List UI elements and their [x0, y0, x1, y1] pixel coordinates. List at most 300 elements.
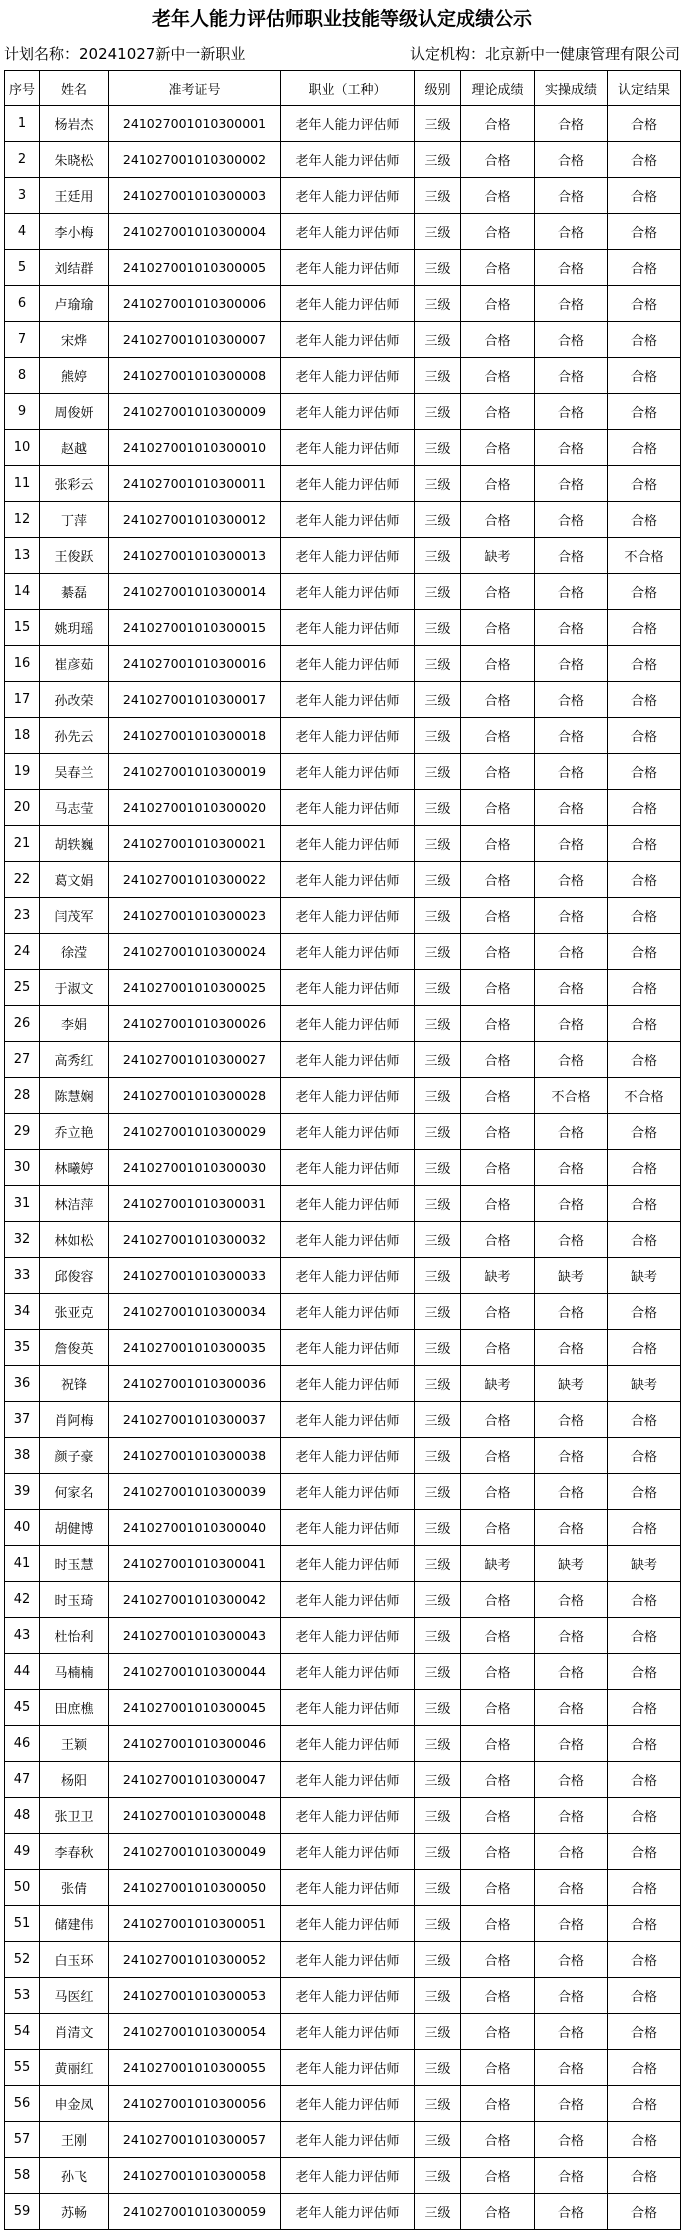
- cell-exam-id: 241027001010300027: [109, 1042, 281, 1078]
- cell-theory-score: 合格: [461, 1978, 535, 2014]
- table-row: [5, 2014, 681, 2050]
- cell-name: 申金凤: [40, 2086, 109, 2122]
- cell-name: 胡健博: [40, 1510, 109, 1546]
- table-row: [5, 1690, 681, 1726]
- cell-index: 9: [5, 394, 40, 430]
- cell-occupation: 老年人能力评估师: [281, 1582, 415, 1618]
- cell-theory-score: 合格: [461, 322, 535, 358]
- cell-practical-score: 合格: [535, 286, 608, 322]
- cell-theory-score: 合格: [461, 502, 535, 538]
- table-row: [5, 1474, 681, 1510]
- cell-name: 杨岩杰: [40, 106, 109, 142]
- cell-result: 合格: [608, 682, 681, 718]
- cell-occupation: 老年人能力评估师: [281, 1330, 415, 1366]
- cell-theory-score: 合格: [461, 1618, 535, 1654]
- table-row: [5, 1762, 681, 1798]
- cell-result: 合格: [608, 1726, 681, 1762]
- table-row: [5, 286, 681, 322]
- cell-index: 1: [5, 106, 40, 142]
- cell-name: 詹俊英: [40, 1330, 109, 1366]
- cell-occupation: 老年人能力评估师: [281, 2194, 415, 2230]
- cell-theory-score: 合格: [461, 1582, 535, 1618]
- cell-name: 李春秋: [40, 1834, 109, 1870]
- cell-index: 31: [5, 1186, 40, 1222]
- cell-name: 苏畅: [40, 2194, 109, 2230]
- cell-practical-score: 合格: [535, 1906, 608, 1942]
- cell-practical-score: 合格: [535, 430, 608, 466]
- cell-theory-score: 合格: [461, 934, 535, 970]
- cell-practical-score: 合格: [535, 1150, 608, 1186]
- cell-theory-score: 缺考: [461, 1546, 535, 1582]
- cell-level: 三级: [415, 1798, 461, 1834]
- cell-index: 36: [5, 1366, 40, 1402]
- cell-occupation: 老年人能力评估师: [281, 1438, 415, 1474]
- cell-occupation: 老年人能力评估师: [281, 1546, 415, 1582]
- cell-practical-score: 合格: [535, 1186, 608, 1222]
- cell-index: 21: [5, 826, 40, 862]
- cell-level: 三级: [415, 466, 461, 502]
- table-row: [5, 1006, 681, 1042]
- table-row: [5, 1906, 681, 1942]
- cell-exam-id: 241027001010300010: [109, 430, 281, 466]
- cell-level: 三级: [415, 1726, 461, 1762]
- cell-index: 23: [5, 898, 40, 934]
- cell-theory-score: 合格: [461, 754, 535, 790]
- cell-theory-score: 缺考: [461, 538, 535, 574]
- cell-occupation: 老年人能力评估师: [281, 502, 415, 538]
- cell-practical-score: 合格: [535, 1402, 608, 1438]
- cell-occupation: 老年人能力评估师: [281, 1258, 415, 1294]
- cell-exam-id: 241027001010300039: [109, 1474, 281, 1510]
- cell-index: 54: [5, 2014, 40, 2050]
- cell-name: 綦磊: [40, 574, 109, 610]
- cell-index: 47: [5, 1762, 40, 1798]
- cell-level: 三级: [415, 1402, 461, 1438]
- cell-name: 于淑文: [40, 970, 109, 1006]
- cell-result: 合格: [608, 646, 681, 682]
- cell-practical-score: 不合格: [535, 1078, 608, 1114]
- cell-occupation: 老年人能力评估师: [281, 826, 415, 862]
- cell-practical-score: 合格: [535, 502, 608, 538]
- cell-practical-score: 合格: [535, 1438, 608, 1474]
- cell-occupation: 老年人能力评估师: [281, 1834, 415, 1870]
- cell-result: 合格: [608, 1150, 681, 1186]
- cell-exam-id: 241027001010300047: [109, 1762, 281, 1798]
- cell-practical-score: 合格: [535, 1006, 608, 1042]
- cell-result: 合格: [608, 322, 681, 358]
- cell-practical-score: 合格: [535, 322, 608, 358]
- cell-result: 合格: [608, 2050, 681, 2086]
- cell-occupation: 老年人能力评估师: [281, 2122, 415, 2158]
- cell-level: 三级: [415, 1366, 461, 1402]
- cell-occupation: 老年人能力评估师: [281, 1042, 415, 1078]
- cell-occupation: 老年人能力评估师: [281, 2158, 415, 2194]
- table-row: [5, 970, 681, 1006]
- cell-theory-score: 合格: [461, 1330, 535, 1366]
- cell-name: 田庶樵: [40, 1690, 109, 1726]
- cell-exam-id: 241027001010300005: [109, 250, 281, 286]
- cell-result: 合格: [608, 1474, 681, 1510]
- cell-theory-score: 合格: [461, 1150, 535, 1186]
- cell-result: 合格: [608, 2014, 681, 2050]
- certifying-org: 认定机构：北京新中一健康管理有限公司: [409, 45, 680, 63]
- cell-exam-id: 241027001010300023: [109, 898, 281, 934]
- cell-level: 三级: [415, 1474, 461, 1510]
- cell-result: 合格: [608, 718, 681, 754]
- table-row: [5, 1942, 681, 1978]
- cell-index: 45: [5, 1690, 40, 1726]
- cell-index: 51: [5, 1906, 40, 1942]
- cell-level: 三级: [415, 1042, 461, 1078]
- cell-exam-id: 241027001010300006: [109, 286, 281, 322]
- table-row: [5, 106, 681, 142]
- cell-level: 三级: [415, 934, 461, 970]
- cell-level: 三级: [415, 2158, 461, 2194]
- cell-result: 合格: [608, 178, 681, 214]
- cell-theory-score: 合格: [461, 970, 535, 1006]
- table-row: [5, 718, 681, 754]
- header-practical-score: 实操成绩: [535, 71, 608, 106]
- header-theory-score: 理论成绩: [461, 71, 535, 106]
- cell-level: 三级: [415, 754, 461, 790]
- cell-exam-id: 241027001010300044: [109, 1654, 281, 1690]
- table-row: [5, 502, 681, 538]
- cell-result: 合格: [608, 214, 681, 250]
- table-row: [5, 178, 681, 214]
- table-row: [5, 2122, 681, 2158]
- cell-occupation: 老年人能力评估师: [281, 1150, 415, 1186]
- cell-exam-id: 241027001010300026: [109, 1006, 281, 1042]
- table-row: [5, 682, 681, 718]
- cell-practical-score: 合格: [535, 1834, 608, 1870]
- cell-theory-score: 合格: [461, 1078, 535, 1114]
- cell-index: 30: [5, 1150, 40, 1186]
- cell-occupation: 老年人能力评估师: [281, 970, 415, 1006]
- cell-index: 27: [5, 1042, 40, 1078]
- cell-name: 时玉琦: [40, 1582, 109, 1618]
- cell-result: 合格: [608, 1294, 681, 1330]
- cell-practical-score: 合格: [535, 1222, 608, 1258]
- cell-occupation: 老年人能力评估师: [281, 574, 415, 610]
- cell-level: 三级: [415, 574, 461, 610]
- cell-level: 三级: [415, 1654, 461, 1690]
- cell-name: 黄丽红: [40, 2050, 109, 2086]
- cell-result: 合格: [608, 1582, 681, 1618]
- table-row: [5, 214, 681, 250]
- cell-occupation: 老年人能力评估师: [281, 1870, 415, 1906]
- table-row: [5, 1186, 681, 1222]
- cell-level: 三级: [415, 250, 461, 286]
- cell-index: 19: [5, 754, 40, 790]
- cell-practical-score: 合格: [535, 1330, 608, 1366]
- cell-practical-score: 合格: [535, 826, 608, 862]
- cell-index: 41: [5, 1546, 40, 1582]
- cell-index: 35: [5, 1330, 40, 1366]
- cell-occupation: 老年人能力评估师: [281, 178, 415, 214]
- cell-theory-score: 合格: [461, 1402, 535, 1438]
- cell-occupation: 老年人能力评估师: [281, 1222, 415, 1258]
- cell-index: 4: [5, 214, 40, 250]
- cell-result: 合格: [608, 1978, 681, 2014]
- cell-name: 白玉环: [40, 1942, 109, 1978]
- cell-exam-id: 241027001010300003: [109, 178, 281, 214]
- cell-practical-score: 缺考: [535, 1258, 608, 1294]
- cell-result: 合格: [608, 2194, 681, 2230]
- cell-theory-score: 合格: [461, 862, 535, 898]
- cell-name: 祝锋: [40, 1366, 109, 1402]
- cell-index: 11: [5, 466, 40, 502]
- cell-exam-id: 241027001010300017: [109, 682, 281, 718]
- cell-exam-id: 241027001010300024: [109, 934, 281, 970]
- cell-theory-score: 合格: [461, 358, 535, 394]
- header-occupation: 职业（工种）: [281, 71, 415, 106]
- cell-theory-score: 合格: [461, 430, 535, 466]
- cell-level: 三级: [415, 1438, 461, 1474]
- cell-index: 42: [5, 1582, 40, 1618]
- cell-theory-score: 合格: [461, 2158, 535, 2194]
- cell-level: 三级: [415, 1582, 461, 1618]
- cell-exam-id: 241027001010300015: [109, 610, 281, 646]
- table-row: [5, 2158, 681, 2194]
- table-row: [5, 1330, 681, 1366]
- cell-occupation: 老年人能力评估师: [281, 142, 415, 178]
- table-row: [5, 1510, 681, 1546]
- cell-result: 合格: [608, 862, 681, 898]
- cell-practical-score: 合格: [535, 718, 608, 754]
- cell-level: 三级: [415, 2086, 461, 2122]
- cell-occupation: 老年人能力评估师: [281, 1978, 415, 2014]
- cell-name: 闫茂军: [40, 898, 109, 934]
- cell-level: 三级: [415, 682, 461, 718]
- cell-result: 合格: [608, 610, 681, 646]
- cell-exam-id: 241027001010300043: [109, 1618, 281, 1654]
- cell-level: 三级: [415, 538, 461, 574]
- cell-level: 三级: [415, 1546, 461, 1582]
- cell-theory-score: 合格: [461, 1438, 535, 1474]
- cell-name: 胡轶巍: [40, 826, 109, 862]
- cell-level: 三级: [415, 826, 461, 862]
- cell-result: 合格: [608, 898, 681, 934]
- cell-result: 合格: [608, 1870, 681, 1906]
- cell-exam-id: 241027001010300028: [109, 1078, 281, 1114]
- cell-exam-id: 241027001010300035: [109, 1330, 281, 1366]
- table-row: [5, 2050, 681, 2086]
- cell-index: 57: [5, 2122, 40, 2158]
- cell-practical-score: 合格: [535, 790, 608, 826]
- cell-index: 52: [5, 1942, 40, 1978]
- cell-theory-score: 合格: [461, 1042, 535, 1078]
- cell-exam-id: 241027001010300048: [109, 1798, 281, 1834]
- cell-practical-score: 合格: [535, 250, 608, 286]
- cell-occupation: 老年人能力评估师: [281, 1366, 415, 1402]
- cell-exam-id: 241027001010300002: [109, 142, 281, 178]
- cell-level: 三级: [415, 394, 461, 430]
- cell-index: 38: [5, 1438, 40, 1474]
- cell-exam-id: 241027001010300054: [109, 2014, 281, 2050]
- cell-practical-score: 合格: [535, 862, 608, 898]
- cell-result: 不合格: [608, 538, 681, 574]
- cell-level: 三级: [415, 2194, 461, 2230]
- cell-practical-score: 缺考: [535, 1546, 608, 1582]
- cell-name: 杨阳: [40, 1762, 109, 1798]
- cell-index: 12: [5, 502, 40, 538]
- cell-occupation: 老年人能力评估师: [281, 646, 415, 682]
- cell-occupation: 老年人能力评估师: [281, 286, 415, 322]
- cell-practical-score: 合格: [535, 2050, 608, 2086]
- cell-result: 合格: [608, 358, 681, 394]
- cell-practical-score: 合格: [535, 538, 608, 574]
- cell-result: 合格: [608, 2122, 681, 2158]
- cell-practical-score: 合格: [535, 754, 608, 790]
- cell-level: 三级: [415, 2014, 461, 2050]
- cell-practical-score: 合格: [535, 610, 608, 646]
- table-row: [5, 394, 681, 430]
- cell-index: 33: [5, 1258, 40, 1294]
- cell-practical-score: 合格: [535, 2158, 608, 2194]
- cell-theory-score: 合格: [461, 1186, 535, 1222]
- cell-name: 丁萍: [40, 502, 109, 538]
- cell-practical-score: 合格: [535, 1978, 608, 2014]
- table-row: [5, 358, 681, 394]
- cell-exam-id: 241027001010300008: [109, 358, 281, 394]
- cell-level: 三级: [415, 790, 461, 826]
- cell-practical-score: 合格: [535, 1942, 608, 1978]
- cell-theory-score: 合格: [461, 790, 535, 826]
- cell-exam-id: 241027001010300041: [109, 1546, 281, 1582]
- cell-exam-id: 241027001010300021: [109, 826, 281, 862]
- cell-name: 储建伟: [40, 1906, 109, 1942]
- cell-theory-score: 合格: [461, 574, 535, 610]
- header-level: 级别: [415, 71, 461, 106]
- cell-exam-id: 241027001010300025: [109, 970, 281, 1006]
- cell-name: 卢瑜瑜: [40, 286, 109, 322]
- table-row: [5, 1834, 681, 1870]
- meta-line: [4, 40, 680, 68]
- cell-exam-id: 241027001010300049: [109, 1834, 281, 1870]
- table-row: [5, 1978, 681, 2014]
- cell-exam-id: 241027001010300016: [109, 646, 281, 682]
- cell-result: 合格: [608, 1402, 681, 1438]
- cell-name: 林曦婷: [40, 1150, 109, 1186]
- cell-result: 缺考: [608, 1258, 681, 1294]
- cell-level: 三级: [415, 358, 461, 394]
- cell-result: 合格: [608, 1690, 681, 1726]
- cell-name: 肖清文: [40, 2014, 109, 2050]
- cell-result: 合格: [608, 2158, 681, 2194]
- cell-name: 张彩云: [40, 466, 109, 502]
- cell-occupation: 老年人能力评估师: [281, 358, 415, 394]
- table-row: [5, 2194, 681, 2230]
- cell-index: 39: [5, 1474, 40, 1510]
- table-row: [5, 1582, 681, 1618]
- cell-level: 三级: [415, 1510, 461, 1546]
- cell-level: 三级: [415, 1258, 461, 1294]
- cell-level: 三级: [415, 1906, 461, 1942]
- cell-name: 孙改荣: [40, 682, 109, 718]
- cell-exam-id: 241027001010300018: [109, 718, 281, 754]
- cell-exam-id: 241027001010300030: [109, 1150, 281, 1186]
- cell-index: 48: [5, 1798, 40, 1834]
- cell-level: 三级: [415, 1006, 461, 1042]
- cell-occupation: 老年人能力评估师: [281, 2086, 415, 2122]
- table-row: [5, 1402, 681, 1438]
- cell-theory-score: 缺考: [461, 1366, 535, 1402]
- cell-practical-score: 合格: [535, 2086, 608, 2122]
- cell-practical-score: 合格: [535, 178, 608, 214]
- cell-result: 合格: [608, 106, 681, 142]
- cell-exam-id: 241027001010300051: [109, 1906, 281, 1942]
- cell-result: 合格: [608, 1834, 681, 1870]
- cell-name: 马医红: [40, 1978, 109, 2014]
- cell-occupation: 老年人能力评估师: [281, 1798, 415, 1834]
- cell-result: 合格: [608, 1222, 681, 1258]
- cell-index: 56: [5, 2086, 40, 2122]
- table-row: [5, 934, 681, 970]
- cell-occupation: 老年人能力评估师: [281, 1906, 415, 1942]
- cell-theory-score: 合格: [461, 286, 535, 322]
- cell-name: 吴春兰: [40, 754, 109, 790]
- cell-occupation: 老年人能力评估师: [281, 610, 415, 646]
- cell-occupation: 老年人能力评估师: [281, 466, 415, 502]
- cell-theory-score: 合格: [461, 466, 535, 502]
- cell-practical-score: 合格: [535, 898, 608, 934]
- cell-theory-score: 合格: [461, 2122, 535, 2158]
- cell-practical-score: 合格: [535, 1762, 608, 1798]
- cell-index: 6: [5, 286, 40, 322]
- cell-theory-score: 合格: [461, 1294, 535, 1330]
- cell-result: 合格: [608, 1618, 681, 1654]
- cell-index: 29: [5, 1114, 40, 1150]
- table-row: [5, 250, 681, 286]
- cell-practical-score: 合格: [535, 574, 608, 610]
- cell-index: 7: [5, 322, 40, 358]
- cell-result: 合格: [608, 142, 681, 178]
- cell-exam-id: 241027001010300029: [109, 1114, 281, 1150]
- cell-name: 乔立艳: [40, 1114, 109, 1150]
- table-row: [5, 826, 681, 862]
- header-result: 认定结果: [608, 71, 681, 106]
- cell-result: 缺考: [608, 1366, 681, 1402]
- cell-occupation: 老年人能力评估师: [281, 682, 415, 718]
- cell-result: 合格: [608, 1438, 681, 1474]
- cell-index: 50: [5, 1870, 40, 1906]
- table-row: [5, 1222, 681, 1258]
- cell-index: 32: [5, 1222, 40, 1258]
- cell-theory-score: 合格: [461, 1798, 535, 1834]
- cell-occupation: 老年人能力评估师: [281, 1762, 415, 1798]
- cell-name: 时玉慧: [40, 1546, 109, 1582]
- cell-index: 15: [5, 610, 40, 646]
- cell-index: 44: [5, 1654, 40, 1690]
- cell-level: 三级: [415, 1942, 461, 1978]
- cell-exam-id: 241027001010300046: [109, 1726, 281, 1762]
- cell-exam-id: 241027001010300056: [109, 2086, 281, 2122]
- cell-name: 何家名: [40, 1474, 109, 1510]
- table-row: [5, 2086, 681, 2122]
- cell-level: 三级: [415, 142, 461, 178]
- cell-name: 徐滢: [40, 934, 109, 970]
- cell-exam-id: 241027001010300057: [109, 2122, 281, 2158]
- cell-exam-id: 241027001010300020: [109, 790, 281, 826]
- plan-name: 计划名称：20241027新中一新职业: [4, 45, 246, 63]
- cell-exam-id: 241027001010300001: [109, 106, 281, 142]
- table-row: [5, 646, 681, 682]
- results-table: [4, 70, 681, 2230]
- cell-name: 杜怡利: [40, 1618, 109, 1654]
- cell-practical-score: 合格: [535, 1690, 608, 1726]
- cell-exam-id: 241027001010300042: [109, 1582, 281, 1618]
- table-row: [5, 1258, 681, 1294]
